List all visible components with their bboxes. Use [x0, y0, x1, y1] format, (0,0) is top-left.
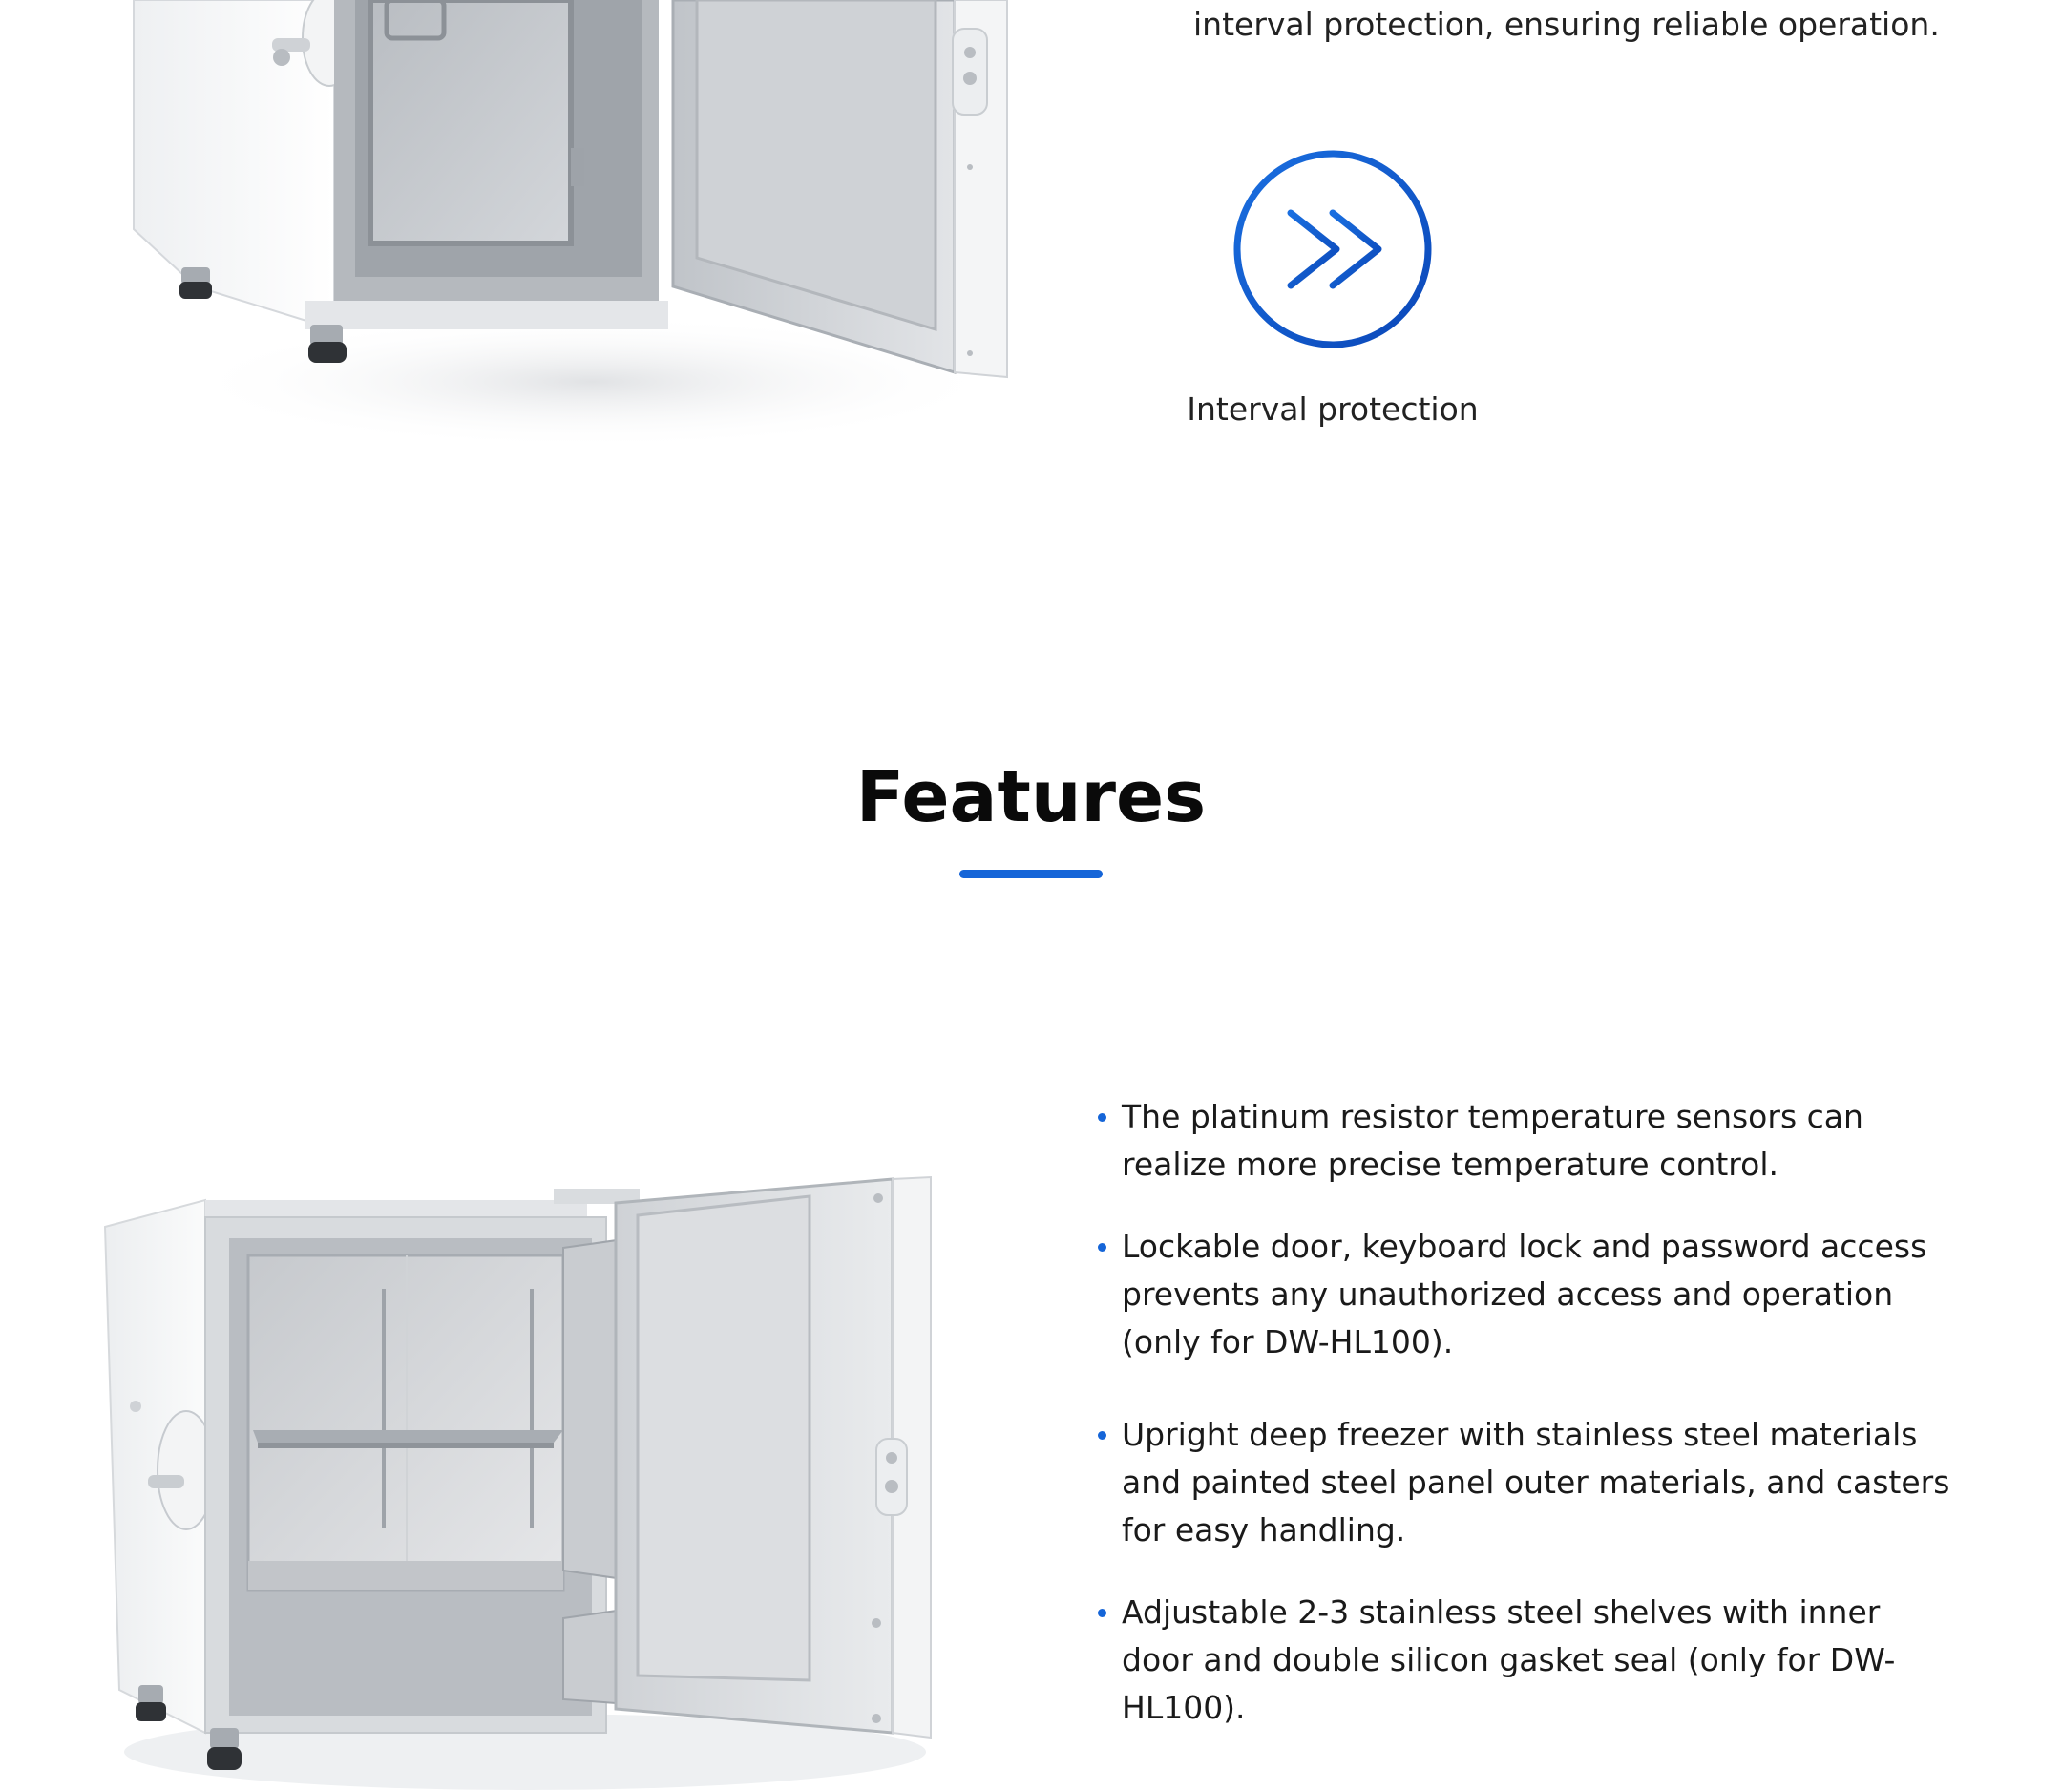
feature-text: Lockable door, keyboard lock and password access prevents any unauthorized access and operation (only for DW-HL100). [1122, 1228, 1927, 1360]
top-product-image [115, 0, 1031, 477]
double-chevron-right-icon [1231, 148, 1434, 350]
features-heading: Features [855, 756, 1207, 838]
bullet-icon [1098, 1113, 1106, 1122]
feature-item-temperature-sensors [1098, 1093, 1957, 1189]
feature-item-adjustable-shelves [1098, 1589, 1957, 1732]
feature-item-lockable-door [1098, 1223, 1957, 1366]
feature-list [1098, 1093, 1957, 1732]
bullet-icon [1098, 1243, 1106, 1252]
interval-protection-label: Interval protection [1187, 390, 1479, 428]
bullet-icon [1098, 1609, 1106, 1617]
bullet-icon [1098, 1431, 1106, 1440]
feature-text: Adjustable 2-3 stainless steel shelves with inner door and double silicon gasket seal (only for DW-HL100). [1122, 1593, 1896, 1726]
feature-text: The platinum resistor temperature sensors can realize more precise temperature control. [1122, 1098, 1863, 1183]
intro-paragraph-tail: interval protection, ensuring reliable operation. [1193, 6, 1940, 43]
feature-item-upright-freezer [1098, 1411, 1957, 1554]
feature-text: Upright deep freezer with stainless steel materials and painted steel panel outer materials, and casters for easy handling. [1122, 1416, 1950, 1549]
bottom-product-image [95, 1160, 936, 1792]
features-heading-underline [959, 870, 1103, 878]
